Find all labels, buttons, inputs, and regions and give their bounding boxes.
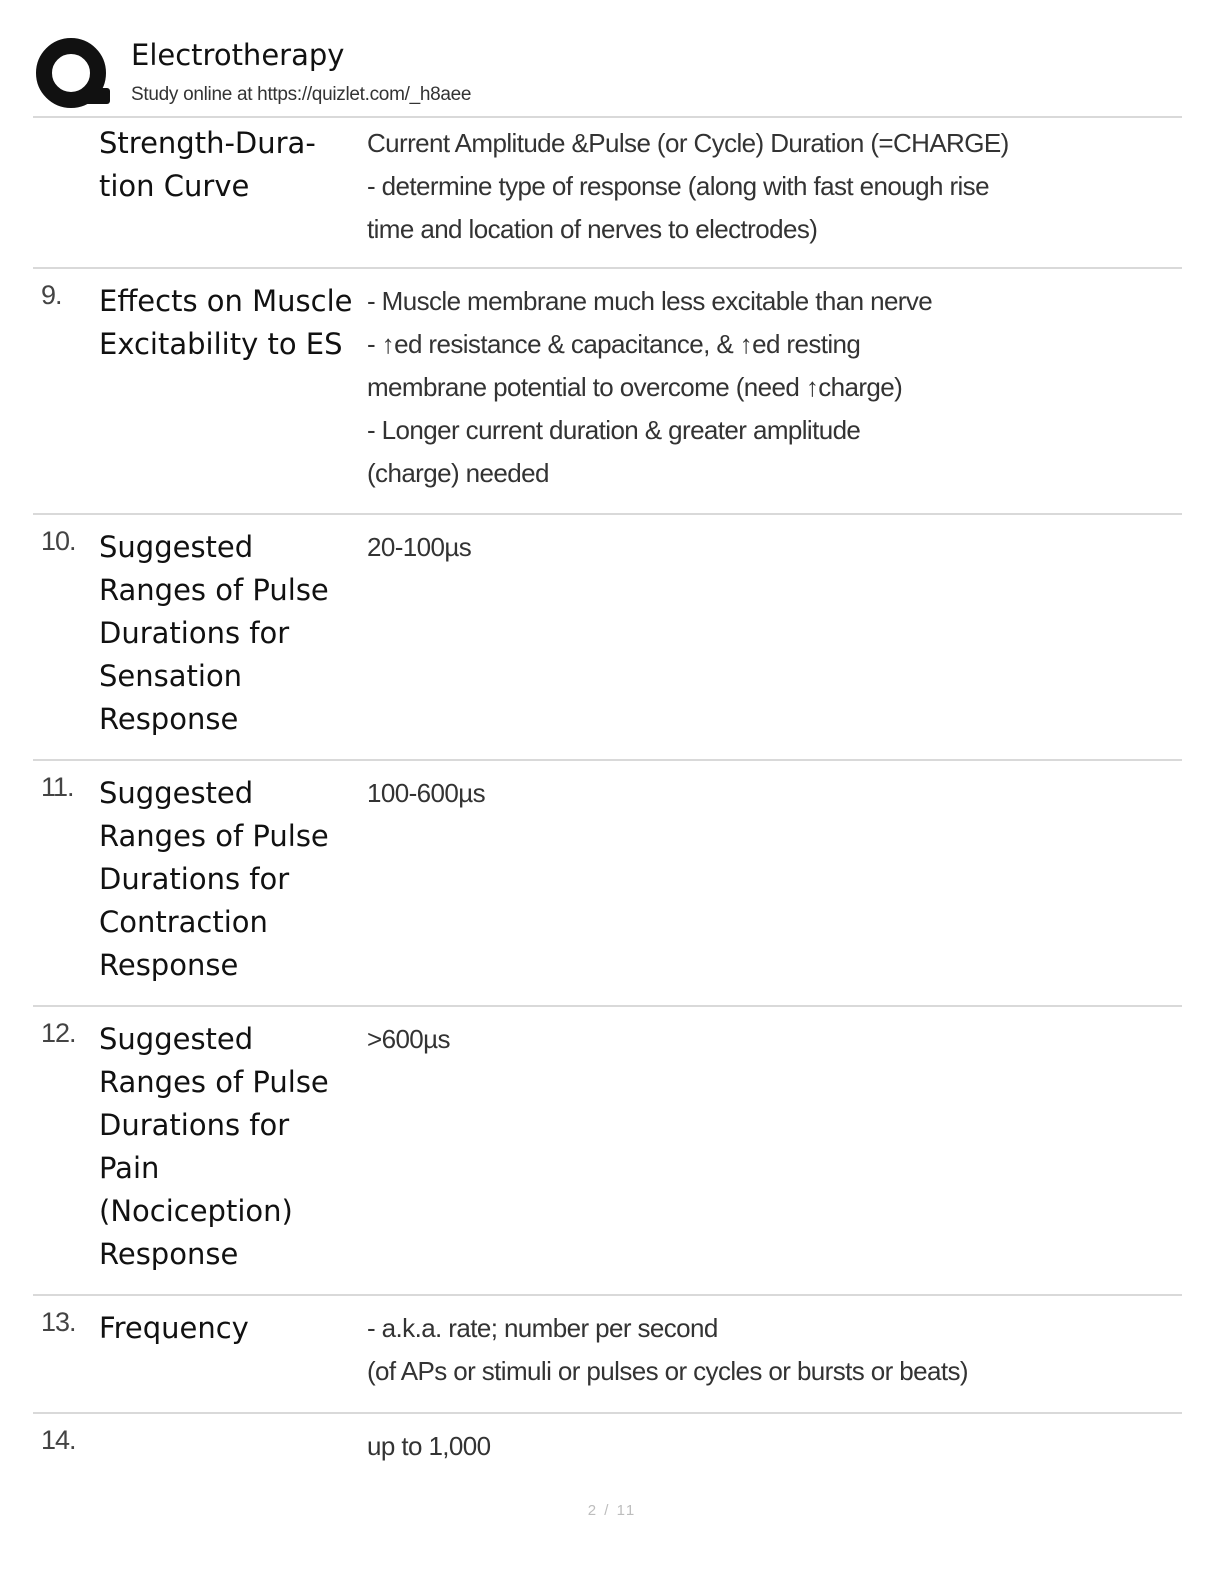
card-term: Suggested Ranges of Pulse Durations for Contraction Response — [99, 776, 329, 982]
divider — [33, 1294, 1182, 1296]
card-definition: up to 1,000 — [367, 1431, 491, 1461]
divider — [33, 759, 1182, 761]
divider — [33, 1412, 1182, 1414]
card-definition: Current Amplitude &Pulse (or Cycle) Duration (=CHARGE) - determine type of response (along with fast enough rise time and location of nerves to electrodes) — [367, 128, 1009, 244]
card-term: Suggested Ranges of Pulse Durations for Sensation Response — [99, 530, 329, 736]
card-term: Effects on Muscle Excitability to ES — [99, 284, 353, 361]
card-number: 14. — [41, 1425, 76, 1455]
set-title: Electrotherapy — [131, 38, 345, 72]
card-number: 12. — [41, 1018, 76, 1048]
quizlet-q-logo-icon — [34, 36, 112, 112]
card-number: 11. — [41, 772, 74, 802]
page-header — [34, 34, 1184, 116]
card-definition: 20-100µs — [367, 532, 472, 562]
divider — [33, 116, 1182, 118]
card-term: Strength-Dura- tion Curve — [99, 126, 316, 203]
card-definition: 100-600µs — [367, 778, 485, 808]
card-term: Suggested Ranges of Pulse Durations for Pain (Nociception) Response — [99, 1022, 329, 1271]
page-indicator: 2 / 11 — [587, 1502, 637, 1519]
card-definition: - a.k.a. rate; number per second (of APs or stimuli or pulses or cycles or bursts or beats) — [367, 1313, 968, 1386]
card-term: Frequency — [99, 1311, 249, 1345]
divider — [33, 1005, 1182, 1007]
study-online-link[interactable]: Study online at https://quizlet.com/_h8aee — [131, 84, 472, 105]
card-definition: - Muscle membrane much less excitable than nerve - ↑ed resistance & capacitance, & ↑ed resting membrane potential to overcome (need ↑charge) - Longer current duration & greater amplitude (charge) needed — [367, 286, 933, 488]
card-definition: >600µs — [367, 1024, 450, 1054]
card-number: 9. — [41, 280, 62, 310]
card-number: 13. — [41, 1307, 76, 1337]
card-number: 10. — [41, 526, 76, 556]
divider — [33, 267, 1182, 269]
divider — [33, 513, 1182, 515]
